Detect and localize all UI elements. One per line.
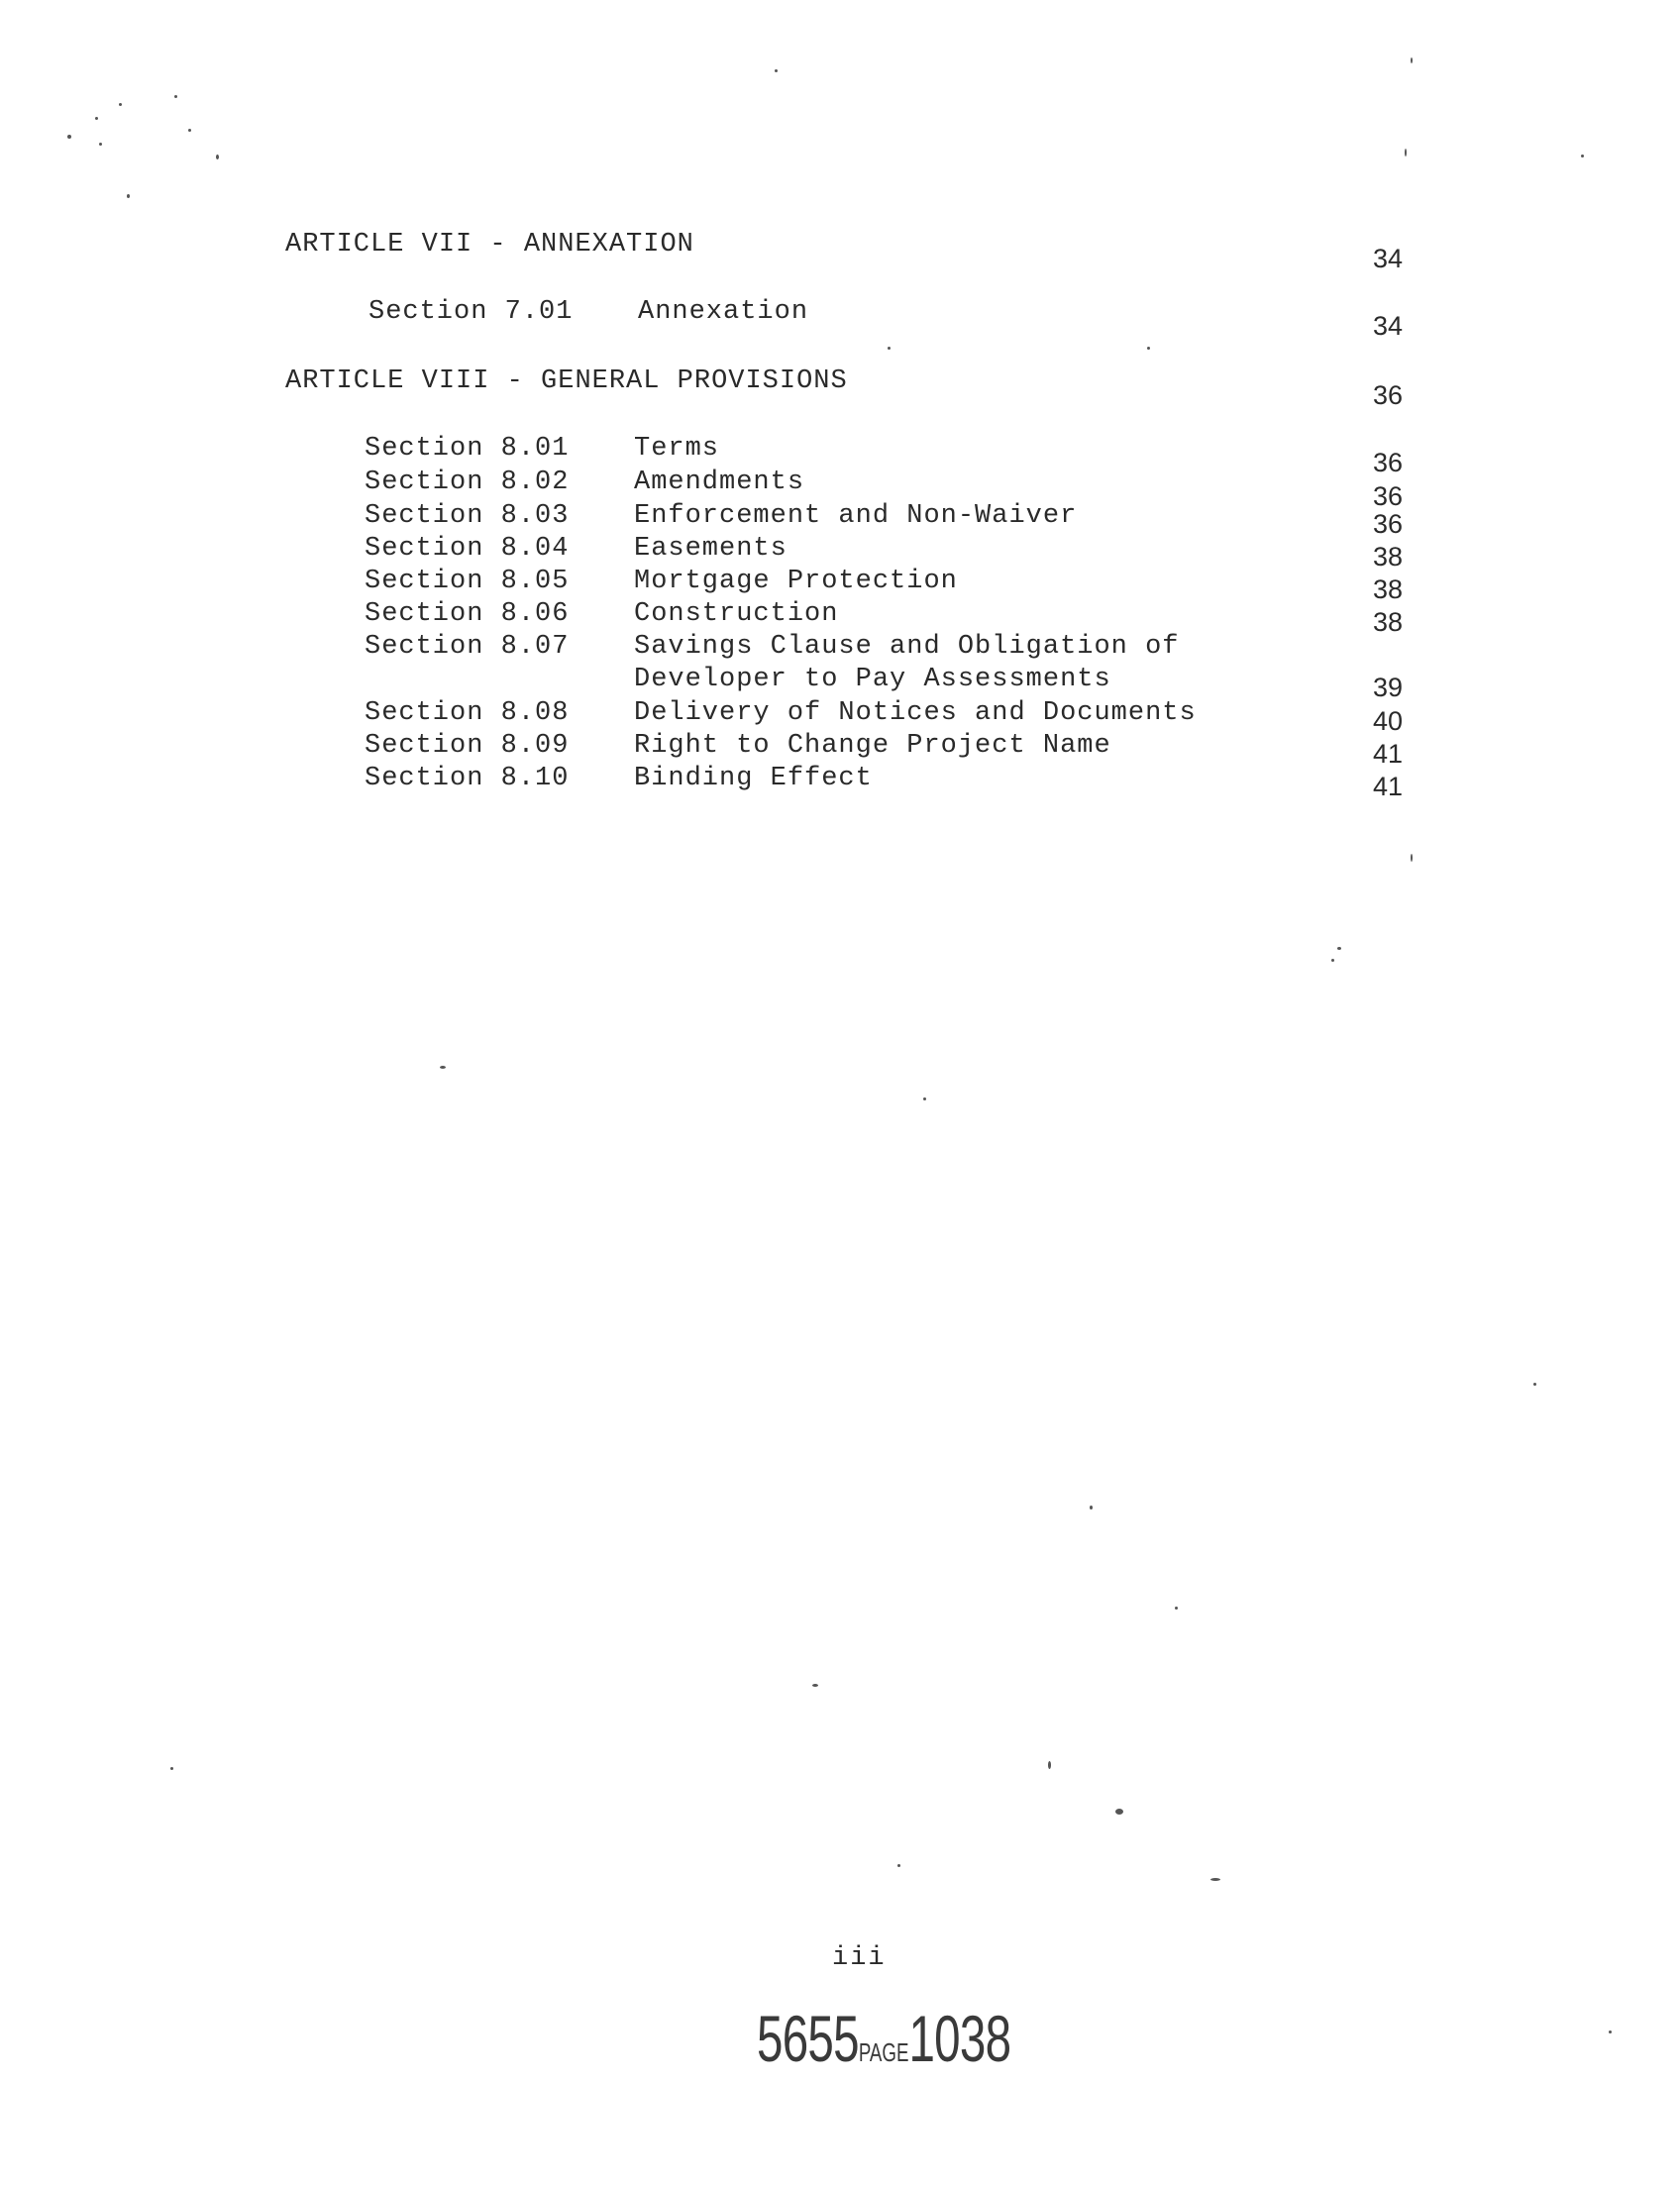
section-label: Section 7.01 (368, 297, 574, 327)
toc-row (0, 501, 1680, 537)
toc-row (0, 698, 1680, 734)
section-title: Easements (634, 534, 788, 564)
section-page: 36 (1372, 481, 1403, 511)
section-label: Section 8.04 (365, 534, 570, 564)
stamp-page-word: PAGE (858, 2037, 909, 2067)
section-page: 39 (1372, 673, 1403, 702)
section-label: Section 8.06 (365, 599, 570, 629)
article-7-page: 34 (1372, 244, 1403, 273)
article-7-heading: ARTICLE VII - ANNEXATION (285, 230, 694, 260)
section-label: Section 8.08 (365, 698, 570, 728)
section-page: 38 (1372, 607, 1403, 637)
section-title: Binding Effect (634, 764, 873, 793)
section-title-continuation: Developer to Pay Assessments (634, 665, 1111, 694)
section-label: Section 8.10 (365, 764, 570, 793)
section-label: Section 8.01 (365, 434, 570, 464)
toc-row (0, 297, 1680, 341)
section-label: Section 8.09 (365, 731, 570, 761)
section-page: 38 (1372, 542, 1403, 572)
section-title: Annexation (638, 297, 809, 327)
page-number-roman: iii (832, 1943, 887, 1973)
section-page: 38 (1372, 574, 1403, 604)
recorded-page-number: 1038 (908, 2002, 1011, 2075)
article-8-heading: ARTICLE VIII - GENERAL PROVISIONS (285, 366, 848, 396)
section-title: Mortgage Protection (634, 567, 958, 596)
section-title: Construction (634, 599, 839, 629)
section-title: Right to Change Project Name (634, 731, 1111, 761)
book-number: 5655 (757, 2002, 859, 2075)
section-label: Section 8.05 (365, 567, 570, 596)
section-page: 34 (1372, 311, 1403, 341)
section-title: Enforcement and Non-Waiver (634, 501, 1078, 531)
section-label: Section 8.03 (365, 501, 570, 531)
toc-row (0, 731, 1680, 767)
section-page: 41 (1372, 739, 1403, 769)
toc-row (0, 534, 1680, 570)
section-page: 36 (1372, 448, 1403, 477)
toc-row (0, 567, 1680, 602)
toc-row-continuation (0, 665, 1680, 700)
toc-row (0, 434, 1680, 477)
article-8-page: 36 (1372, 380, 1403, 410)
section-page: 41 (1372, 772, 1403, 801)
toc-row (0, 599, 1680, 635)
section-label: Section 8.02 (365, 468, 570, 497)
section-page: 36 (1372, 509, 1403, 539)
section-title: Amendments (634, 468, 805, 497)
toc-row (0, 764, 1680, 799)
toc-row (0, 632, 1680, 668)
section-label: Section 8.07 (365, 632, 570, 662)
section-page: 40 (1372, 706, 1403, 736)
toc-row (0, 468, 1680, 511)
section-title: Delivery of Notices and Documents (634, 698, 1197, 728)
section-title: Savings Clause and Obligation of (634, 632, 1180, 662)
recording-stamp (757, 2001, 1010, 2076)
section-title: Terms (634, 434, 720, 464)
